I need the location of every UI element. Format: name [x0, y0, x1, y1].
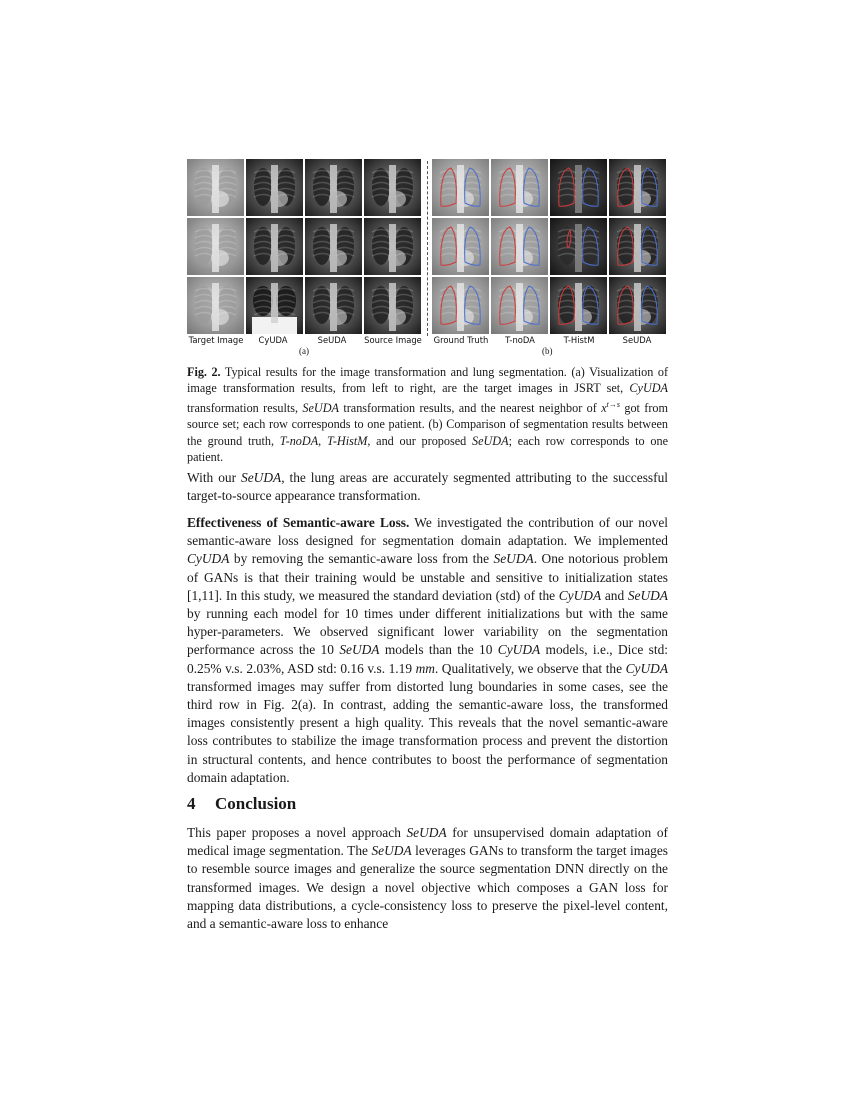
text-run: for unsupervised domain adaptation of medical image segmentation. The — [187, 825, 668, 859]
text-run: models than the 10 — [379, 642, 498, 658]
caption-text: transformation results, and the nearest neighbor of — [338, 400, 602, 415]
xray-tile — [364, 277, 421, 334]
panel-divider — [427, 161, 428, 336]
text-run: CyUDA — [558, 587, 602, 603]
column-label: Ground Truth — [433, 335, 489, 345]
caption-math-sup: t→s — [606, 399, 620, 409]
xray-tile — [246, 159, 303, 216]
xray-tile-segmented — [550, 218, 607, 275]
caption-text: T-noDA — [279, 433, 319, 448]
text-run: , the lung areas are accurately segmented attributing to the successful target-to-source appearance transformation. — [187, 470, 668, 504]
text-run: and — [601, 587, 628, 603]
caption-text: CyUDA — [629, 381, 668, 396]
xray-tile — [364, 159, 421, 216]
column-label: Target Image — [188, 335, 244, 345]
caption-text: got from source set; each row corresponds to one patient. (b) Comparison of segmentation results between the ground truth, — [187, 400, 668, 448]
paragraph-heading: Effectiveness of Semantic-aware Loss. — [187, 515, 410, 530]
caption-text: ; each row corresponds to one patient. — [187, 433, 669, 465]
xray-tile — [246, 218, 303, 275]
xray-tile-segmented — [432, 277, 489, 334]
caption-text: Typical results for the image transformation and lung segmentation. (a) Visualization of image transformation results, from left to right, are the target images in JSRT set, — [187, 365, 668, 396]
figure-caption — [187, 364, 668, 466]
column-label: T-HistM — [563, 335, 595, 345]
xray-tile-segmented — [609, 277, 666, 334]
caption-label: Fig. 2. — [187, 365, 221, 379]
xray-tile-segmented — [609, 218, 666, 275]
caption-text: , — [318, 433, 327, 448]
column-label: CyUDA — [258, 335, 288, 345]
text-run: SeUDA — [339, 642, 380, 658]
text-run: CyUDA — [497, 642, 541, 658]
caption-text: , and our proposed — [367, 433, 472, 448]
xray-tile-segmented — [432, 218, 489, 275]
caption-text: transformation results, — [187, 400, 303, 415]
xray-tile — [305, 159, 362, 216]
xray-tile — [305, 277, 362, 334]
text-run: SeUDA — [371, 843, 412, 859]
text-run: SeUDA — [406, 825, 447, 840]
column-label: T-noDA — [505, 335, 535, 345]
text-run: . Qualitatively, we observe that the — [434, 660, 626, 676]
xray-tile — [305, 218, 362, 275]
xray-tile-segmented — [491, 277, 548, 334]
column-label: SeUDA — [317, 335, 347, 345]
caption-text: SeUDA — [302, 400, 339, 415]
text-run: CyUDA — [625, 660, 669, 676]
text-run: With our — [187, 470, 242, 485]
xray-tile-segmented — [491, 159, 548, 216]
section-heading — [187, 794, 296, 814]
figure-2 — [187, 159, 668, 359]
column-label: Source Image — [364, 335, 422, 345]
text-run: leverages GANs to transform the target images to resemble source images and generalize the source segmentation DNN directly on the transformed images. We design a novel objective which composes a GAN loss for mapping data distributions, a cycle-consistency loss to preserve the pixel-level content, and a semantic-aware loss to enhance — [187, 843, 668, 932]
xray-tile-segmented — [550, 277, 607, 334]
column-label: SeUDA — [622, 335, 652, 345]
text-run: SeUDA — [241, 470, 282, 485]
caption-text: T-HistM — [326, 433, 368, 448]
xray-tile — [246, 277, 303, 334]
text-run: . One notorious problem of GANs is that their training would be unstable and sensitive to initialization states [1,11]. In this study, we measured the standard deviation (std) of the — [187, 551, 668, 603]
paragraph — [187, 514, 668, 787]
text-run: SeUDA — [627, 587, 668, 603]
text-run: SeUDA — [493, 551, 534, 567]
text-run: We investigated the contribution of our novel semantic-aware loss designed for segmentation domain adaptation. We implemented — [187, 515, 669, 549]
text-run: by removing the semantic-aware loss from the — [229, 551, 494, 567]
text-run: This paper proposes a novel approach — [187, 825, 407, 840]
xray-tile-segmented — [432, 159, 489, 216]
paragraph — [187, 469, 668, 505]
text-run: CyUDA — [187, 551, 230, 567]
caption-text: SeUDA — [472, 433, 509, 448]
section-number: 4 — [187, 794, 196, 813]
xray-tile — [187, 277, 244, 334]
text-run: by running each model for 10 times under different initializations but with the same hyper-parameters. We observed significant lower variability on the segmentation performance across the 10 — [187, 606, 668, 658]
subfigure-label: (b) — [542, 346, 553, 356]
xray-tile-segmented — [550, 159, 607, 216]
xray-tile-segmented — [491, 218, 548, 275]
xray-tile — [187, 159, 244, 216]
subfigure-label: (a) — [299, 346, 309, 356]
xray-tile — [187, 218, 244, 275]
xray-tile-segmented — [609, 159, 666, 216]
text-run: mm — [415, 660, 435, 676]
xray-tile — [364, 218, 421, 275]
section-title: Conclusion — [215, 794, 297, 813]
text-run: transformed images may suffer from distorted lung boundaries in some cases, see the third row in Fig. 2(a). In contrast, adding the semantic-aware loss, the transformed images consistently present a high quality. This reveals that the novel semantic-aware loss contributes to stabilize the image transformation process and prevent the distortion in structural contents, and hence contributes to boost the performance of segmentation domain adaptation. — [187, 678, 668, 785]
text-run: models, i.e., Dice std: 0.25% v.s. 2.03%, ASD std: 0.16 v.s. 1.19 — [187, 642, 668, 676]
caption-math: x — [601, 400, 607, 415]
paragraph — [187, 824, 668, 933]
